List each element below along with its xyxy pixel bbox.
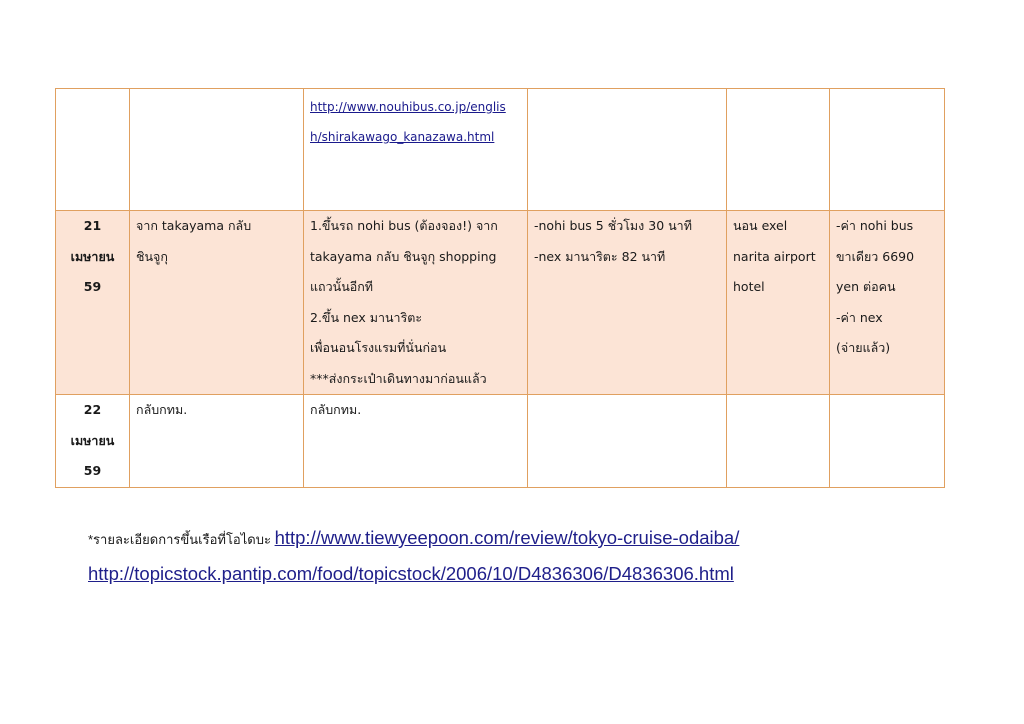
cost-cell: [830, 89, 945, 211]
route-cell: จาก takayama กลับ ชินจูกุ: [130, 211, 304, 395]
date-cell: [56, 89, 130, 211]
date-cell: 21 เมษายน 59: [56, 211, 130, 395]
footnote-prefix: *รายละเอียดการขึ้นเรือที่โอไดบะ: [88, 532, 275, 547]
travel-time-cell: [528, 89, 727, 211]
footnotes: [88, 520, 988, 592]
itinerary-table: [55, 88, 945, 488]
cost-cell: -ค่า nohi bus ขาเดียว 6690 yen ต่อคน -ค่า nex (จ่ายแล้ว): [830, 211, 945, 395]
table-row: [56, 89, 945, 211]
travel-time-cell: [528, 395, 727, 488]
footnote-line-1: [88, 520, 988, 556]
accommodation-cell: [727, 89, 830, 211]
date-cell: 22 เมษายน 59: [56, 395, 130, 488]
accommodation-cell: นอน exel narita airport hotel: [727, 211, 830, 395]
cost-cell: [830, 395, 945, 488]
route-cell: [130, 89, 304, 211]
details-cell: 1.ขึ้นรถ nohi bus (ต้องจอง!) จาก takayama กลับ ชินจูกุ shopping แถวนั้นอีกที 2.ขึ้น nex มานาริตะ เพื่อนอนโรงแรมที่นั่นก่อน ***ส่งกระเป๋าเดินทางมาก่อนแล้ว: [304, 211, 528, 395]
details-cell: [304, 89, 528, 211]
details-cell: กลับกทม.: [304, 395, 528, 488]
footnote-line-2: [88, 556, 988, 592]
bus-info-link[interactable]: http://www.nouhibus.co.jp/englis: [310, 100, 506, 114]
table-row: [56, 211, 945, 395]
table-row: [56, 395, 945, 488]
pantip-topic-link[interactable]: http://topicstock.pantip.com/food/topicstock/2006/10/D4836306/D4836306.html: [88, 563, 734, 584]
accommodation-cell: [727, 395, 830, 488]
route-cell: กลับกทม.: [130, 395, 304, 488]
bus-info-link-continued[interactable]: h/shirakawago_kanazawa.html: [310, 130, 495, 144]
cruise-review-link[interactable]: http://www.tiewyeepoon.com/review/tokyo-cruise-odaiba/: [274, 527, 740, 548]
travel-time-cell: -nohi bus 5 ชั่วโมง 30 นาที -nex มานาริตะ 82 นาที: [528, 211, 727, 395]
